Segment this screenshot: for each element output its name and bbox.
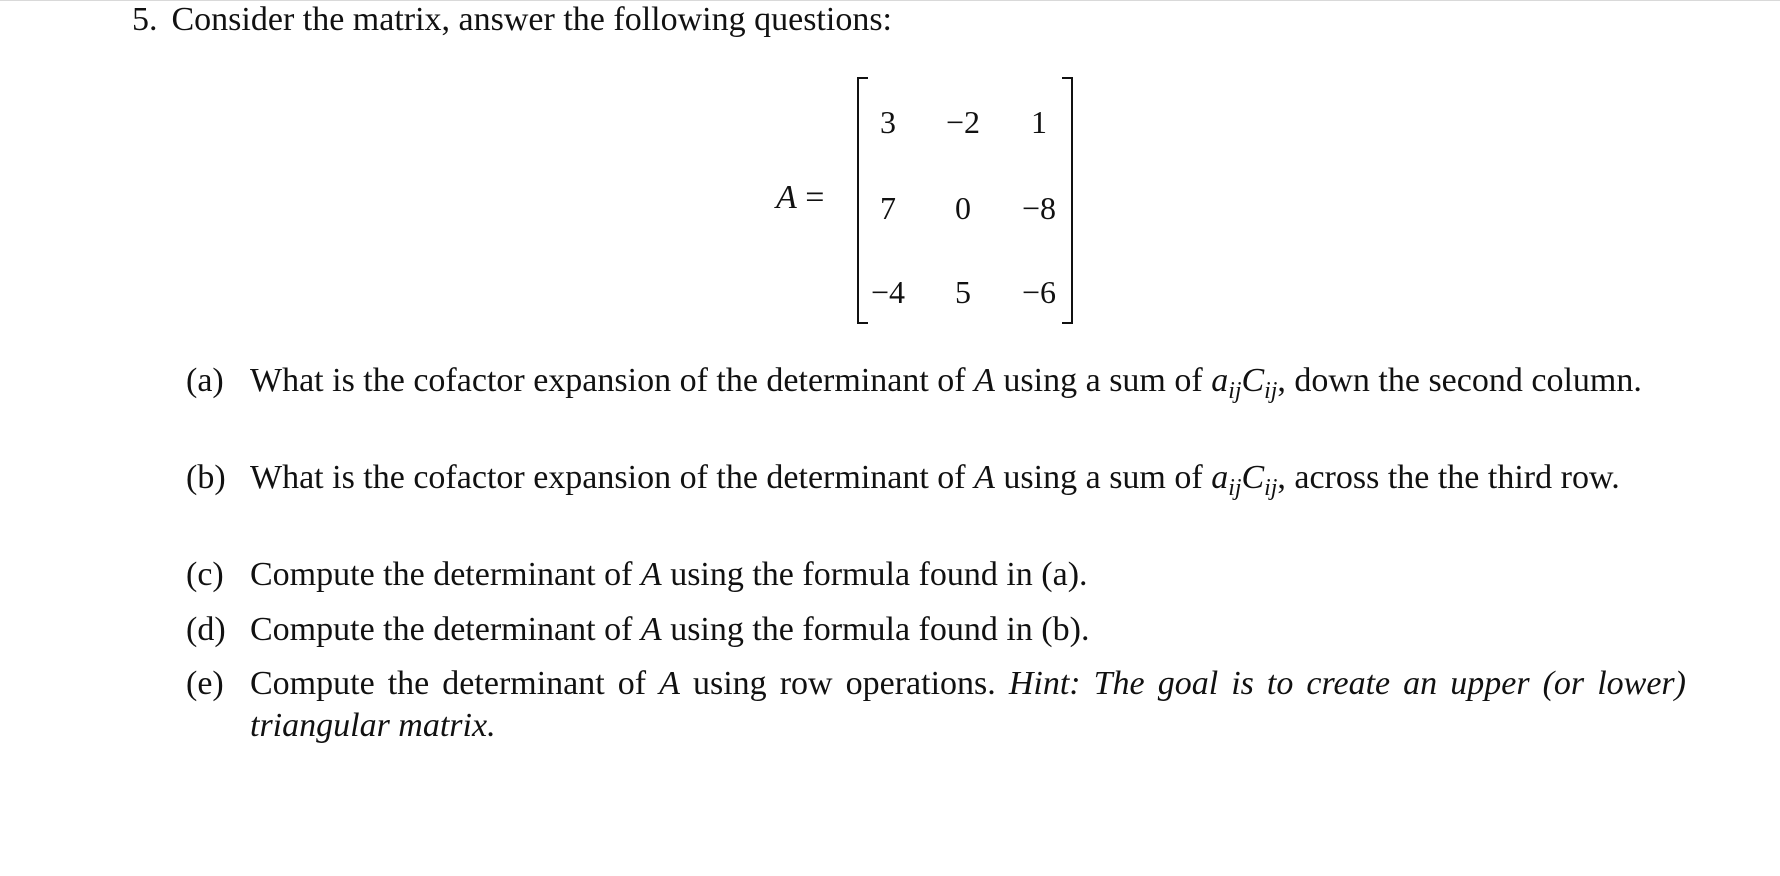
part-b	[186, 457, 1686, 509]
part-b-term-a: a	[1211, 459, 1229, 496]
part-a-text	[250, 360, 1686, 412]
part-a-term-c-sub: ij	[1264, 378, 1278, 405]
part-a-text-3: , down the second column.	[1277, 362, 1642, 399]
matrix-cell-r1c3: 1	[1031, 104, 1047, 140]
question-prompt: Consider the matrix, answer the following questions:	[171, 1, 892, 38]
part-d-text-1: Compute the determinant of	[250, 611, 641, 648]
part-c-var: A	[640, 556, 662, 593]
matrix-name: A	[776, 179, 797, 216]
part-b-text-2: using a sum of	[994, 459, 1212, 496]
matrix-cell-r1c1: 3	[880, 104, 896, 140]
part-b-text-3: , across the the third row.	[1277, 459, 1620, 496]
part-c	[186, 554, 1686, 596]
part-a-var: A	[974, 362, 995, 399]
matrix-label	[776, 178, 824, 218]
part-c-text	[250, 554, 1686, 596]
part-a-term-c: C	[1241, 362, 1265, 399]
part-b-term-a-sub: ij	[1228, 475, 1242, 502]
part-b-term-c: C	[1241, 459, 1265, 496]
part-d-var: A	[640, 611, 662, 648]
part-c-text-1: Compute the determinant of	[250, 556, 641, 593]
part-e-hint: Hint: The goal is to create an upper (or lower) triangular matrix.	[250, 665, 1686, 744]
part-a-label: (a)	[186, 362, 224, 399]
part-e-var: A	[659, 665, 680, 702]
part-e-label: (e)	[186, 665, 224, 702]
equals-sign: =	[805, 179, 825, 216]
part-c-label: (c)	[186, 556, 224, 593]
matrix-cell-r2c3: −8	[1021, 190, 1057, 226]
part-a-term-a-sub: ij	[1228, 378, 1242, 405]
part-e-text-1: Compute the determinant of	[250, 665, 660, 702]
part-c-text-2: using the formula found in (a).	[661, 556, 1088, 593]
part-a	[186, 360, 1686, 412]
matrix-cell-r3c1: −4	[870, 274, 906, 310]
matrix-cell-r2c2: 0	[955, 190, 971, 226]
part-d-text	[250, 609, 1686, 651]
matrix-cell-r2c1: 7	[880, 190, 896, 226]
part-b-label: (b)	[186, 459, 226, 496]
part-b-term-c-sub: ij	[1264, 475, 1278, 502]
part-a-text-2: using a sum of	[994, 362, 1212, 399]
part-b-text-1: What is the cofactor expansion of the determinant of	[250, 459, 975, 496]
part-a-text-1: What is the cofactor expansion of the determinant of	[250, 362, 975, 399]
part-e	[186, 663, 1686, 747]
part-d	[186, 609, 1686, 651]
part-e-text-2: using row operations.	[679, 665, 1009, 702]
part-e-text	[250, 663, 1686, 747]
part-b-text	[250, 457, 1686, 509]
part-d-text-2: using the formula found in (b).	[661, 611, 1090, 648]
matrix-cell-r3c3: −6	[1021, 274, 1057, 310]
part-b-var: A	[974, 459, 995, 496]
question-number: 5.	[132, 1, 158, 38]
part-a-term-a: a	[1211, 362, 1229, 399]
matrix-cell-r1c2: −2	[945, 104, 981, 140]
matrix-cell-r3c2: 5	[955, 274, 971, 310]
part-d-label: (d)	[186, 611, 226, 648]
question-heading	[132, 0, 892, 40]
